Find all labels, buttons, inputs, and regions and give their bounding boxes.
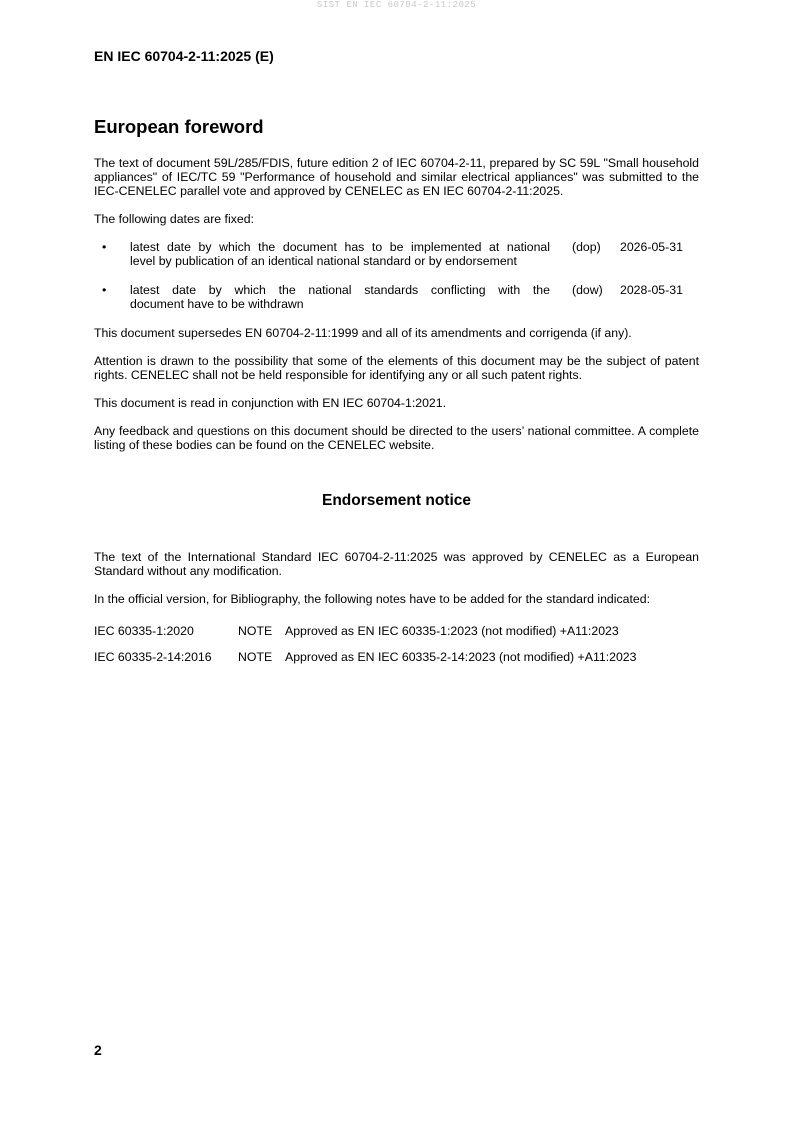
date-item-date: 2026-05-31 — [620, 240, 683, 254]
reference-standard: IEC 60335-1:2020 — [94, 624, 194, 638]
endorsement-title: Endorsement notice — [322, 492, 471, 509]
date-item-line-2: document have to be withdrawn — [130, 297, 304, 311]
reference-note-label: NOTE — [238, 624, 273, 638]
reference-note-text: Approved as EN IEC 60335-1:2023 (not modified) +A11:2023 — [285, 624, 619, 638]
reference-note-label: NOTE — [238, 650, 273, 664]
date-item-description — [130, 283, 550, 311]
bibliography-reference-row — [94, 624, 699, 638]
supersedes-paragraph: This document supersedes EN 60704-2-11:1999 and all of its amendments and corrigenda (if any). — [94, 326, 632, 340]
document-id-header: EN IEC 60704-2-11:2025 (E) — [94, 48, 274, 64]
date-item-line-2: level by publication of an identical national standard or by endorsement — [130, 254, 517, 268]
bibliography-reference-row — [94, 650, 699, 664]
document-watermark: SIST EN IEC 60704-2-11:2025 — [316, 0, 477, 10]
date-item-code: (dow) — [572, 283, 603, 297]
date-item-code: (dop) — [572, 240, 601, 254]
date-item-description — [130, 240, 550, 268]
foreword-intro-paragraph: The text of document 59L/285/FDIS, future edition 2 of IEC 60704-2-11, prepared by SC 59L "Small household appliances" of IEC/TC 59 "Performance of household and similar electrical appliances" was submitted to the IEC-CENELEC parallel vote and approved by CENELEC as EN IEC 60704-2-11:2025. — [94, 156, 699, 198]
page-number: 2 — [94, 1042, 102, 1058]
reference-standard: IEC 60335-2-14:2016 — [94, 650, 212, 664]
reference-note-text: Approved as EN IEC 60335-2-14:2023 (not modified) +A11:2023 — [285, 650, 637, 664]
patent-paragraph: Attention is drawn to the possibility that some of the elements of this document may be the subject of patent rights. CENELEC shall not be held responsible for identifying any or all such patent rights. — [94, 354, 699, 382]
date-item-line-1: latest date by which the document has to be implemented at national — [130, 240, 550, 254]
page-content — [94, 116, 699, 676]
bullet-marker: • — [102, 240, 107, 254]
date-item-date: 2028-05-31 — [620, 283, 683, 297]
dates-intro-paragraph: The following dates are fixed: — [94, 212, 254, 226]
endorsement-paragraph: The text of the International Standard IEC 60704-2-11:2025 was approved by CENELEC as a European Standard without any modification. — [94, 550, 699, 578]
bibliography-intro-paragraph: In the official version, for Bibliography, the following notes have to be added for the standard indicated: — [94, 592, 650, 606]
conjunction-paragraph: This document is read in conjunction with EN IEC 60704-1:2021. — [94, 396, 447, 410]
date-item-line-1: latest date by which the national standards conflicting with the — [130, 283, 550, 297]
feedback-paragraph: Any feedback and questions on this document should be directed to the users’ national committee. A complete listing of these bodies can be found on the CENELEC website. — [94, 424, 699, 452]
foreword-title: European foreword — [94, 116, 264, 137]
date-item-dow — [94, 283, 699, 311]
date-item-dop — [94, 240, 699, 268]
bullet-marker: • — [102, 283, 107, 297]
endorsement-section — [94, 550, 699, 664]
